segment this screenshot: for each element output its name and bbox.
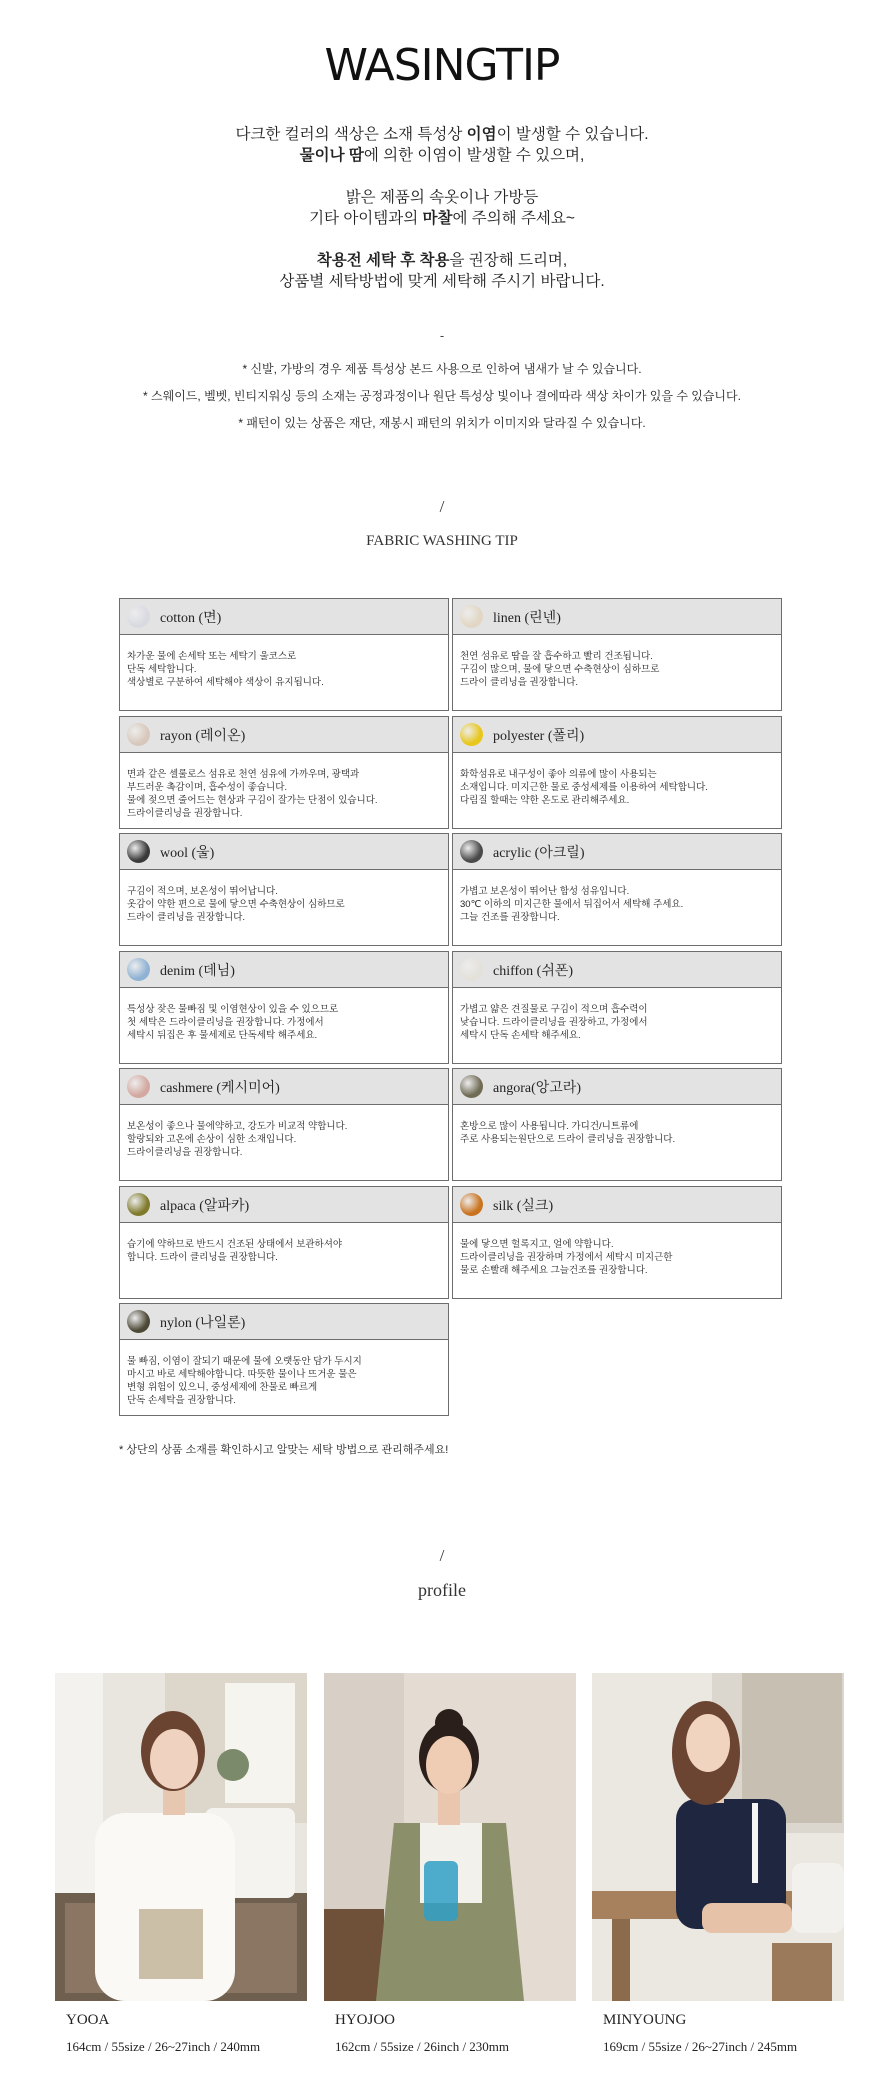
note-item: * 신발, 가방의 경우 제품 특성상 본드 사용으로 인하여 냄새가 날 수 있습니다. bbox=[242, 362, 642, 376]
fabric-swatch-icon bbox=[127, 1310, 150, 1333]
profile-card bbox=[55, 1673, 307, 2054]
intro-emphasis: 마찰 bbox=[422, 210, 453, 227]
intro-emphasis: 이염 bbox=[466, 126, 497, 143]
fabric-name: wool (울) bbox=[160, 845, 215, 861]
intro-text: 에 주의해 주세요~ bbox=[452, 210, 575, 227]
intro-emphasis: 물이나 땀 bbox=[299, 147, 364, 164]
model-name: MINYOUNG bbox=[603, 2012, 687, 2028]
model-name: YOOA bbox=[66, 2012, 110, 2028]
fabric-name: polyester (폴리) bbox=[493, 728, 585, 744]
fabric-card-header bbox=[453, 1069, 781, 1105]
fabric-care-text: 습기에 약하므로 반드시 건조된 상태에서 보관하셔야 합니다. 드라이 클리닝을 권장합니다. bbox=[127, 1239, 343, 1263]
fabric-card bbox=[119, 951, 449, 1064]
fabric-card bbox=[119, 833, 449, 946]
note-item: * 패턴이 있는 상품은 재단, 재봉시 패턴의 위치가 이미지와 달라질 수 있습니다. bbox=[238, 416, 646, 430]
model-photo bbox=[324, 1673, 576, 2001]
fabric-swatch-icon bbox=[460, 723, 483, 746]
intro-text: 밝은 제품의 속옷이나 가방등 bbox=[345, 189, 539, 206]
fabric-care-text: 가볍고 얇은 견질물로 구김이 적으며 흡수력이 낮습니다. 드라이클리닝을 권장하고, 가정에서 세탁시 단독 손세탁 해주세요. bbox=[460, 1004, 648, 1041]
section-slash: / bbox=[439, 497, 445, 516]
fabric-care-text: 특성상 잦은 물빠짐 및 이염현상이 있을 수 있으므로 첫 세탁은 드라이클리닝을 권장합니다. 가정에서 세탁시 뒤집은 후 물세제로 단독세탁 해주세요. bbox=[127, 1004, 339, 1041]
fabric-card-header bbox=[453, 1187, 781, 1223]
fabric-care-text: 면과 같은 셀룰로스 섬유로 천연 섬유에 가까우며, 광택과 부드러운 촉감이며, 흡수성이 좋습니다. 물에 젖으면 줄어드는 현상과 구김이 잘가는 단점이 있습니다. 드라이클리닝을 권장합니다. bbox=[127, 769, 378, 819]
page-title: WASINGTIP bbox=[324, 40, 560, 91]
fabric-name: linen (린넨) bbox=[493, 610, 561, 626]
fabric-swatch-icon bbox=[460, 1075, 483, 1098]
fabric-care-text: 구김이 적으며, 보온성이 뛰어납니다. 옷감이 약한 편으로 물에 닿으면 수축현상이 심하므로 드라이 클리닝을 권장합니다. bbox=[127, 886, 345, 923]
model-spec: 169cm / 55size / 26~27inch / 245mm bbox=[603, 2039, 798, 2054]
fabric-care-text: 물에 닿으면 헐록지고, 얼에 약합니다. 드라이클리닝을 권장하며 가정에서 세탁시 미지근한 물로 손빨래 해주세요 그늘건조를 권장합니다. bbox=[460, 1239, 673, 1276]
fabric-name: denim (데님) bbox=[160, 963, 235, 979]
fabric-card bbox=[452, 1068, 782, 1181]
fabric-name: rayon (레이온) bbox=[160, 728, 246, 744]
fabric-card-header bbox=[120, 717, 448, 753]
fabric-swatch-icon bbox=[460, 840, 483, 863]
fabric-card-header bbox=[120, 834, 448, 870]
fabric-swatch-icon bbox=[460, 605, 483, 628]
fabric-name: angora(앙고라) bbox=[493, 1080, 581, 1096]
section-title: profile bbox=[418, 1580, 466, 1600]
fabric-care-text: 화학섬유로 내구성이 좋아 의류에 많이 사용되는 소재입니다. 미지근한 물로 중성세제를 이용하여 세탁합니다. 다림질 할때는 약한 온도로 관리해주세요. bbox=[460, 769, 708, 806]
intro-text: 이 발생할 수 있습니다. bbox=[496, 126, 649, 143]
fabric-swatch-icon bbox=[127, 840, 150, 863]
fabric-swatch-icon bbox=[127, 723, 150, 746]
model-photo bbox=[592, 1673, 844, 2001]
fabric-swatch-icon bbox=[127, 958, 150, 981]
bottom-note: * 상단의 상품 소재를 확인하시고 알맞는 세탁 방법으로 관리해주세요! bbox=[119, 1444, 449, 1456]
fabric-card bbox=[452, 951, 782, 1064]
model-name: HYOJOO bbox=[335, 2012, 395, 2028]
fabric-card-header bbox=[120, 599, 448, 635]
fabric-name: cashmere (케시미어) bbox=[160, 1080, 280, 1096]
fabric-card bbox=[452, 716, 782, 829]
fabric-name: chiffon (쉬폰) bbox=[493, 963, 574, 979]
fabric-card-header bbox=[453, 952, 781, 988]
fabric-swatch-icon bbox=[460, 958, 483, 981]
fabric-card bbox=[119, 716, 449, 829]
fabric-card-header bbox=[453, 717, 781, 753]
caution-notes bbox=[0, 356, 884, 437]
intro-text: 을 권장해 드리며, bbox=[449, 252, 568, 269]
section-slash: / bbox=[439, 1546, 445, 1565]
intro-text: 에 의한 이염이 발생할 수 있으며, bbox=[363, 147, 585, 164]
fabric-card-header bbox=[120, 952, 448, 988]
fabric-card bbox=[119, 598, 449, 711]
fabric-care-text: 혼방으로 많이 사용됩니다. 가디건/니트류에 주로 사용되는원단으로 드라이 클리닝을 권장합니다. bbox=[460, 1121, 676, 1145]
fabric-card bbox=[119, 1068, 449, 1181]
fabric-care-text: 차가운 물에 손세탁 또는 세탁기 울코스로 단독 세탁합니다. 색상별로 구분하여 세탁해야 색상이 유지됩니다. bbox=[127, 651, 324, 688]
divider-dash: - bbox=[439, 328, 445, 343]
profile-card bbox=[592, 1673, 844, 2054]
fabric-swatch-icon bbox=[127, 1193, 150, 1216]
fabric-card bbox=[119, 1186, 449, 1299]
fabric-card-header bbox=[120, 1304, 448, 1340]
fabric-card-header bbox=[120, 1069, 448, 1105]
section-title: FABRIC WASHING TIP bbox=[366, 533, 518, 549]
model-spec: 164cm / 55size / 26~27inch / 240mm bbox=[66, 2039, 261, 2054]
fabric-card-header bbox=[453, 599, 781, 635]
profile-card bbox=[324, 1673, 576, 2054]
fabric-name: cotton (면) bbox=[160, 610, 222, 626]
fabric-swatch-icon bbox=[127, 605, 150, 628]
fabric-card-header bbox=[120, 1187, 448, 1223]
fabric-card bbox=[452, 1186, 782, 1299]
fabric-name: silk (실크) bbox=[493, 1198, 554, 1214]
intro-text: 기타 아이템과의 bbox=[309, 210, 423, 227]
model-photo bbox=[55, 1673, 307, 2001]
fabric-care-text: 물 빠짐, 이염이 잘되기 때문에 물에 오랫동안 담가 두시지 마시고 바로 세탁해야합니다. 따뜻한 물이나 뜨거운 물은 변형 위험이 있으니, 중성세제에 찬물로 빠르게 단독 손세탁을 권장합니다. bbox=[127, 1356, 362, 1406]
fabric-care-text: 보온성이 좋으나 물에약하고, 강도가 비교적 약합니다. 할랑되와 고온에 손상이 심한 소재입니다. 드라이클리닝을 권장합니다. bbox=[127, 1121, 348, 1158]
fabric-card bbox=[119, 1303, 449, 1416]
fabric-name: alpaca (알파카) bbox=[160, 1198, 250, 1214]
model-spec: 162cm / 55size / 26inch / 230mm bbox=[335, 2039, 510, 2054]
fabric-card bbox=[452, 598, 782, 711]
intro-text: 다크한 컬러의 색상은 소재 특성상 bbox=[235, 126, 467, 143]
fabric-name: nylon (나일론) bbox=[160, 1315, 246, 1331]
fabric-care-text: 천연 섬유로 땀을 잘 흡수하고 빨리 건조됩니다. 구김이 많으며, 물에 닿으면 수축현상이 심하므로 드라이 클리닝을 권장합니다. bbox=[460, 651, 660, 688]
fabric-swatch-icon bbox=[460, 1193, 483, 1216]
fabric-care-text: 가볍고 보온성이 뛰어난 합성 섬유입니다. 30℃ 이하의 미지근한 물에서 뒤집어서 세탁해 주세요. 그늘 건조를 권장합니다. bbox=[460, 886, 684, 923]
fabric-card-header bbox=[453, 834, 781, 870]
fabric-card bbox=[452, 833, 782, 946]
fabric-name: acrylic (아크릴) bbox=[493, 845, 585, 861]
note-item: * 스웨이드, 벨벳, 빈티지워싱 등의 소재는 공정과정이나 원단 특성상 빛이나 결에따라 색상 차이가 있을 수 있습니다. bbox=[143, 389, 741, 403]
fabric-swatch-icon bbox=[127, 1075, 150, 1098]
intro-text: 상품별 세탁방법에 맞게 세탁해 주시기 바랍니다. bbox=[279, 273, 605, 290]
intro-emphasis: 착용전 세탁 후 착용 bbox=[316, 252, 450, 269]
intro-text bbox=[0, 124, 884, 313]
